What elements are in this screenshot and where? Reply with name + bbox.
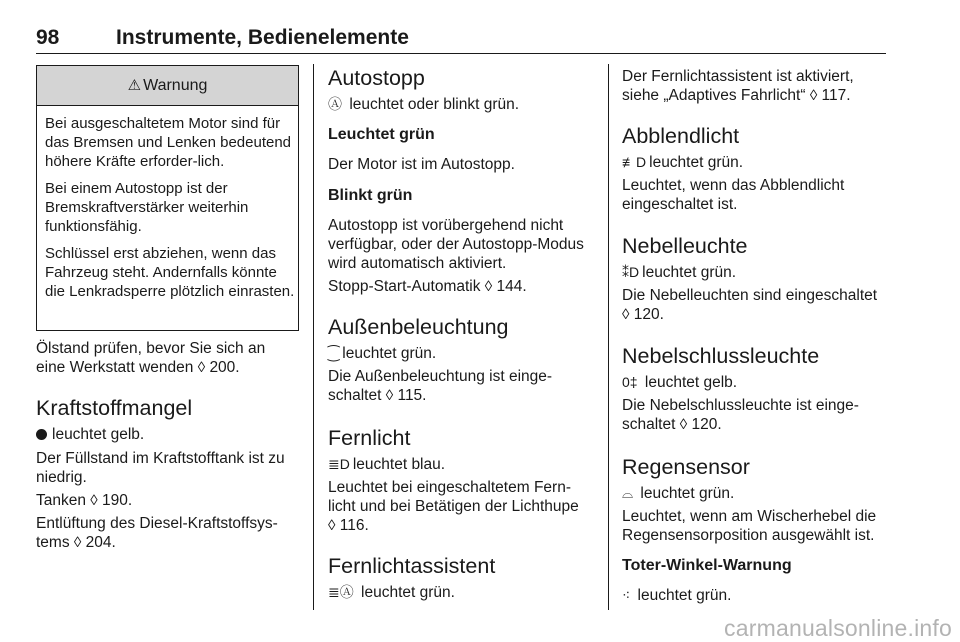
stopp-start-text: [328, 277, 527, 296]
page-header: [36, 22, 886, 54]
watermark: carmanualsonline.info: [580, 614, 960, 642]
heading-leuchtet-gruen: Leuchtet grün: [328, 126, 435, 143]
status-text: leuchtet grün.: [642, 264, 737, 281]
warning-paragraph: Bei ausgeschaltetem Motor sind für das Bremsen und Lenken bedeutend höhere Kräfte erforder-lich.: [45, 115, 292, 170]
rain-sensor-icon: ⌓: [622, 485, 634, 501]
heading-abblendlicht: Abblendlicht: [622, 124, 740, 148]
page-reference[interactable]: 115.: [397, 387, 427, 404]
text-line: niedrig.: [36, 469, 87, 486]
low-beam-icon: ≢D: [622, 154, 647, 170]
fern-text: [328, 478, 579, 535]
reference-icon: ◊: [90, 492, 98, 509]
warning-title: Warnung: [143, 77, 208, 94]
status-text: leuchtet grün.: [649, 154, 744, 171]
text-line: [36, 533, 278, 552]
gruen-text: Der Motor ist im Autostopp.: [328, 156, 515, 173]
text-line: Die Nebelschlussleuchte ist einge-: [622, 397, 859, 414]
text-run: Stopp-Start-Automatik: [328, 278, 485, 295]
nebelschluss-status: [622, 373, 737, 392]
status-text: leuchtet blau.: [352, 456, 446, 473]
text-line: Leuchtet bei eingeschaltetem Fern-: [328, 479, 571, 496]
reference-icon: ◊: [328, 517, 336, 534]
column-divider-2: [608, 64, 609, 610]
status-text: leuchtet grün.: [361, 584, 455, 601]
reference-icon: ◊: [385, 387, 394, 404]
warning-body: [37, 106, 298, 301]
text-run: schaltet: [622, 416, 680, 433]
heading-regensensor: Regensensor: [622, 455, 750, 479]
text-line: [328, 386, 552, 405]
warning-paragraph: Schlüssel erst abziehen, wenn das Fahrzeug steht. Andernfalls könnte die Lenkradsperre plötzlich einrasten.: [45, 245, 295, 300]
text-line: [328, 516, 579, 535]
text-line: [622, 86, 854, 105]
text-run: schaltet: [328, 387, 386, 404]
fuel-warning-dot-icon: [36, 429, 47, 440]
page-reference[interactable]: 190.: [102, 492, 133, 509]
page-reference[interactable]: 144.: [496, 278, 527, 295]
regen-status: [622, 484, 734, 503]
text-line: verfügbar, oder der Autostopp-Modus: [328, 236, 584, 253]
heading-aussenbeleuchtung: Außenbeleuchtung: [328, 315, 509, 339]
reference-icon: ◊: [73, 534, 82, 551]
page-reference[interactable]: 120.: [633, 306, 664, 323]
text-line: licht und bei Betätigen der Lichthupe: [328, 498, 579, 515]
text-line: Leuchtet, wenn das Abblendlicht: [622, 177, 845, 194]
text-line: Der Fernlichtassistent ist aktiviert,: [622, 68, 854, 85]
abblend-status: [622, 153, 743, 172]
high-beam-icon: ≣D: [328, 456, 350, 472]
chapter-title: Instrumente, Bedienelemente: [116, 26, 409, 49]
status-text: leuchtet grün.: [640, 485, 735, 502]
aussen-status: [328, 344, 436, 363]
text-line: Die Nebelleuchten sind eingeschaltet: [622, 287, 878, 304]
page-reference[interactable]: 116.: [339, 517, 369, 534]
nebel-status: [622, 263, 736, 282]
high-beam-assist-icon: ≣Ⓐ: [328, 584, 354, 600]
fog-light-icon: ⁑D: [622, 264, 640, 280]
page-number: 98: [36, 26, 60, 49]
reference-icon: ◊: [809, 87, 818, 104]
fernass-text: [622, 67, 854, 105]
fernass-status: [328, 583, 455, 602]
text-run: Tanken: [36, 492, 91, 509]
reference-icon: ◊: [197, 359, 206, 376]
side-lights-icon: ⁐: [328, 345, 340, 361]
heading-nebelschlussleuchte: Nebelschlussleuchte: [622, 344, 820, 368]
text-line: Ölstand prüfen, bevor Sie sich an: [36, 340, 266, 357]
kraftstoff-status: [36, 425, 144, 444]
text-line: eingeschaltet ist.: [622, 196, 738, 213]
heading-autostopp: Autostopp: [328, 66, 425, 90]
heading-fernlicht: Fernlicht: [328, 426, 411, 450]
text-run: tems: [36, 534, 74, 551]
text-line: [622, 305, 877, 324]
nebelschluss-text: [622, 396, 859, 434]
fern-status: [328, 455, 445, 474]
page-reference[interactable]: 204.: [85, 534, 116, 551]
regen-text: [622, 507, 876, 545]
warning-paragraph: Bei einem Autostopp ist der Bremskraftverstärker weiterhin funktionsfähig.: [45, 180, 249, 235]
reference-icon: ◊: [679, 416, 688, 433]
status-text: leuchtet oder blinkt grün.: [349, 96, 520, 113]
status-text: leuchtet gelb.: [644, 374, 738, 391]
page-reference[interactable]: 117.: [821, 87, 851, 104]
autostopp-status: [328, 95, 519, 114]
status-text: leuchtet grün.: [342, 345, 437, 362]
heading-nebelleuchte: Nebelleuchte: [622, 234, 748, 258]
status-text: leuchtet gelb.: [52, 426, 145, 443]
entlueftung-text: [36, 514, 278, 552]
text-line: Der Füllstand im Kraftstofftank ist zu: [36, 450, 285, 467]
warning-icon: ⚠: [127, 77, 142, 94]
text-line: wird automatisch aktiviert.: [328, 255, 507, 272]
text-line: [622, 415, 859, 434]
tanken-text: [36, 491, 132, 510]
column-divider-1: [313, 64, 314, 610]
page-reference[interactable]: 200.: [209, 359, 240, 376]
blind-spot-icon: ⁖: [622, 587, 631, 603]
text-run: eine Werkstatt wenden: [36, 359, 198, 376]
text-line: Leuchtet, wenn am Wischerhebel die: [622, 508, 877, 525]
heading-blinkt-gruen: Blinkt grün: [328, 187, 413, 204]
toter-status: [622, 586, 731, 605]
reference-icon: ◊: [622, 306, 630, 323]
kraftstoff-text: [36, 449, 285, 487]
abblend-text: [622, 176, 844, 214]
page-reference[interactable]: 120.: [691, 416, 722, 433]
text-line: Entlüftung des Diesel-Kraftstoffsys-: [36, 515, 278, 532]
reference-icon: ◊: [484, 278, 493, 295]
heading-toter-winkel: Toter-Winkel-Warnung: [622, 557, 792, 574]
rear-fog-light-icon: 0‡: [622, 374, 638, 390]
warning-header: [37, 66, 298, 106]
nebel-text: [622, 286, 877, 324]
text-run: siehe „Adaptives Fahrlicht“: [622, 87, 810, 104]
warning-box: [36, 65, 299, 331]
autostop-icon: Ⓐ: [328, 96, 342, 112]
text-line: Regensensorposition ausgewählt ist.: [622, 527, 875, 544]
heading-kraftstoffmangel: Kraftstoffmangel: [36, 396, 193, 420]
aussen-text: [328, 367, 552, 405]
heading-fernlichtassistent: Fernlichtassistent: [328, 554, 496, 578]
text-line: Die Außenbeleuchtung ist einge-: [328, 368, 553, 385]
text-line: [36, 358, 265, 377]
blinkt-text: [328, 216, 584, 273]
oelstand-text: [36, 339, 265, 377]
text-line: Autostopp ist vorübergehend nicht: [328, 217, 564, 234]
status-text: leuchtet grün.: [637, 587, 732, 604]
